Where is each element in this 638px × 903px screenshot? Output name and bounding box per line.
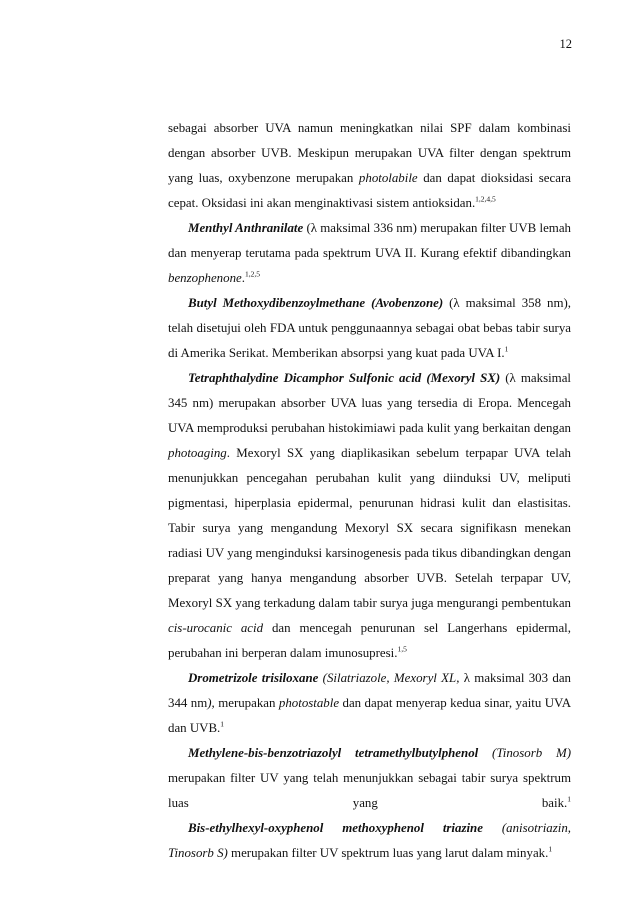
text-run: sebagai absorber UVA namun meningkatkan nilai SPF dalam kombinasi dengan absorber UVB. Meskipun merupakan UVA filter dengan spektrum yang luas, oxybenzone merupakan [168,121,571,185]
italic-term: cis-urocanic acid [168,621,264,635]
text-run: dan mencegah penurunan sel Langerhans epidermal, perubahan ini berperan dalam imunosupresi. [168,621,571,660]
text-run: dan dapat menyerap kedua sinar, yaitu UVA dan UVB. [168,696,572,735]
compound-name: Bis-ethylhexyl-oxyphenol methoxyphenol triazine [188,821,483,835]
text-run: λ maksimal 303 dan 344 nm [168,671,571,710]
italic-term: photoaging [168,446,227,460]
citation-superscript: 1,2,4,5 [475,194,496,204]
citation-superscript: 1 [548,844,553,854]
text-run: merupakan [214,696,279,710]
text-run: merupakan filter UV spektrum luas yang larut dalam minyak. [227,846,549,860]
italic-term: ), [207,696,215,710]
text-run: . Mexoryl SX yang diaplikasikan sebelum terpapar UVA telah menunjukkan pencegahan perubahan kulit yang diinduksi UV, meliputi pigmentasi, hiperplasia epidermal, penurunan hidrasi kulit dan elastisitas. Tabir surya yang mengandung Mexoryl SX secara signifikasn menekan radiasi UV yang menginduksi karsinogenesis pada tikus dibandingkan dengan preparat yang hanya mengandung absorber UVB. Setelah terpapar UV, Mexoryl SX yang terkadung dalam tabir surya juga mengurangi pembentukan [168,446,571,610]
citation-superscript: 1,2,5 [244,269,260,279]
text-run: (λ maksimal 336 nm) merupakan filter UVB lemah dan menyerap terutama pada spektrum UVA II. Kurang efektif dibandingkan [168,221,571,260]
paragraph-tinosorb-s [168,816,571,866]
compound-name: Methylene-bis-benzotriazolyl tetramethylbutylphenol [188,746,479,760]
italic-term: (Tinosorb M) [478,746,572,760]
text-run: dan dapat dioksidasi secara cepat. Oksidasi ini akan menginaktivasi sistem antioksidan. [168,171,571,210]
paragraph-menthyl-anthranilate [168,216,571,291]
body-text [168,116,571,866]
text-run: . [241,271,245,285]
compound-name: Menthyl Anthranilate [188,221,304,235]
paragraph-avobenzone [168,291,571,366]
paragraph-oxybenzone-continued [168,116,571,216]
compound-name: Drometrizole trisiloxane [188,671,319,685]
italic-term: (anisotriazin, Tinosorb S) [168,821,571,860]
italic-term: benzophenone [168,271,242,285]
paragraph-drometrizole-trisiloxane [168,666,571,741]
paragraph-tinosorb-m [168,741,571,816]
compound-name: Butyl Methoxydibenzoylmethane (Avobenzone) [188,296,444,310]
italic-term: (Silatriazole, Mexoryl XL, [318,671,464,685]
compound-name: Tetraphthalydine Dicamphor Sulfonic acid (Mexoryl SX) [188,371,501,385]
page-number: 12 [559,37,572,51]
citation-superscript: 1 [220,719,225,729]
citation-superscript: 1 [567,794,571,804]
italic-term: photostable [278,696,340,710]
text-run: (λ maksimal 345 nm) merupakan absorber UVA luas yang tersedia di Eropa. Mencegah UVA memproduksi perubahan histokimiawi pada kulit yang berkaitan dengan [168,371,571,435]
italic-term: photolabile [358,171,418,185]
text-run: merupakan filter UV yang telah menunjukkan sebagai tabir surya spektrum luas yang baik. [168,771,571,810]
text-run: (λ maksimal 358 nm), telah disetujui oleh FDA untuk penggunaannya sebagai obat bebas tabir surya di Amerika Serikat. Memberikan absorpsi yang kuat pada UVA I. [168,296,571,360]
citation-superscript: 1 [504,344,509,354]
paragraph-mexoryl-sx [168,366,571,666]
citation-superscript: 1,5 [397,644,407,654]
